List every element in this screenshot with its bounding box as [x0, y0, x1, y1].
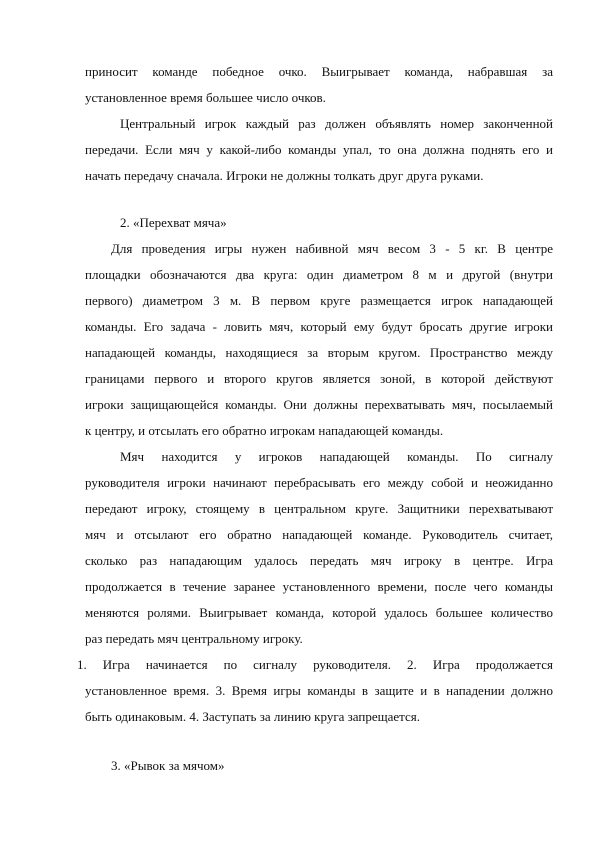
text-line: первого) диаметром 3 м. В первом круге размещается игрок нападающей — [85, 293, 553, 308]
text-line: к центру, и отсылать его обратно игрокам нападающей команды. — [85, 423, 444, 438]
text-line: установленное время большее число очков. — [85, 90, 326, 105]
text-line: игроки защищающейся команды. Они должны перехватывать мяч, посылаемый — [85, 397, 553, 412]
section-heading: 2. «Перехват мяча» — [120, 215, 227, 230]
text-line: продолжается в течение заранее установленного времени, после чего команды — [85, 579, 553, 594]
text-line: Центральный игрок каждый раз должен объявлять номер законченной — [120, 116, 553, 131]
text-line: быть одинаковым. 4. Заступать за линию круга запрещается. — [85, 709, 421, 724]
text-line: приносит команде победное очко. Выигрывает команда, набравшая за — [85, 64, 553, 79]
text-line: команды. Его задача - ловить мяч, который ему будут бросать другие игроки — [85, 319, 553, 334]
text-line: мяч и отсылают его обратно нападающей команде. Руководитель считает, — [85, 527, 553, 542]
text-line: Мяч находится у игроков нападающей команды. По сигналу — [120, 449, 553, 464]
text-line: 1. Игра начинается по сигналу руководителя. 2. Игра продолжается — [77, 657, 553, 672]
text-line: площадки обозначаются два круга: один диаметром 8 м и другой (внутри — [85, 267, 553, 282]
text-line: Для проведения игры нужен набивной мяч весом 3 - 5 кг. В центре — [111, 241, 553, 256]
section-heading: 3. «Рывок за мячом» — [111, 758, 225, 773]
text-line: раз передать мяч центральному игроку. — [85, 631, 303, 646]
text-line: нападающей команды, находящиеся за вторым кругом. Пространство между — [85, 345, 553, 360]
text-line: меняются ролями. Выигрывает команда, которой удалось большее количество — [85, 605, 553, 620]
text-line: руководителя игроки начинают перебрасывать его между собой и неожиданно — [85, 475, 553, 490]
text-line: сколько раз нападающим удалось передать мяч игроку в центре. Игра — [85, 553, 553, 568]
text-line: границами первого и второго кругов является зоной, в которой действуют — [85, 371, 553, 386]
text-line: передают игроку, стоящему в центральном круге. Защитники перехватывают — [85, 501, 553, 516]
text-line: установленное время. 3. Время игры команды в защите и в нападении должно — [85, 683, 553, 698]
text-line: передачи. Если мяч у какой-либо команды упал, то она должна поднять его и — [85, 142, 553, 157]
text-line: начать передачу сначала. Игроки не должны толкать друг друга руками. — [85, 168, 484, 183]
